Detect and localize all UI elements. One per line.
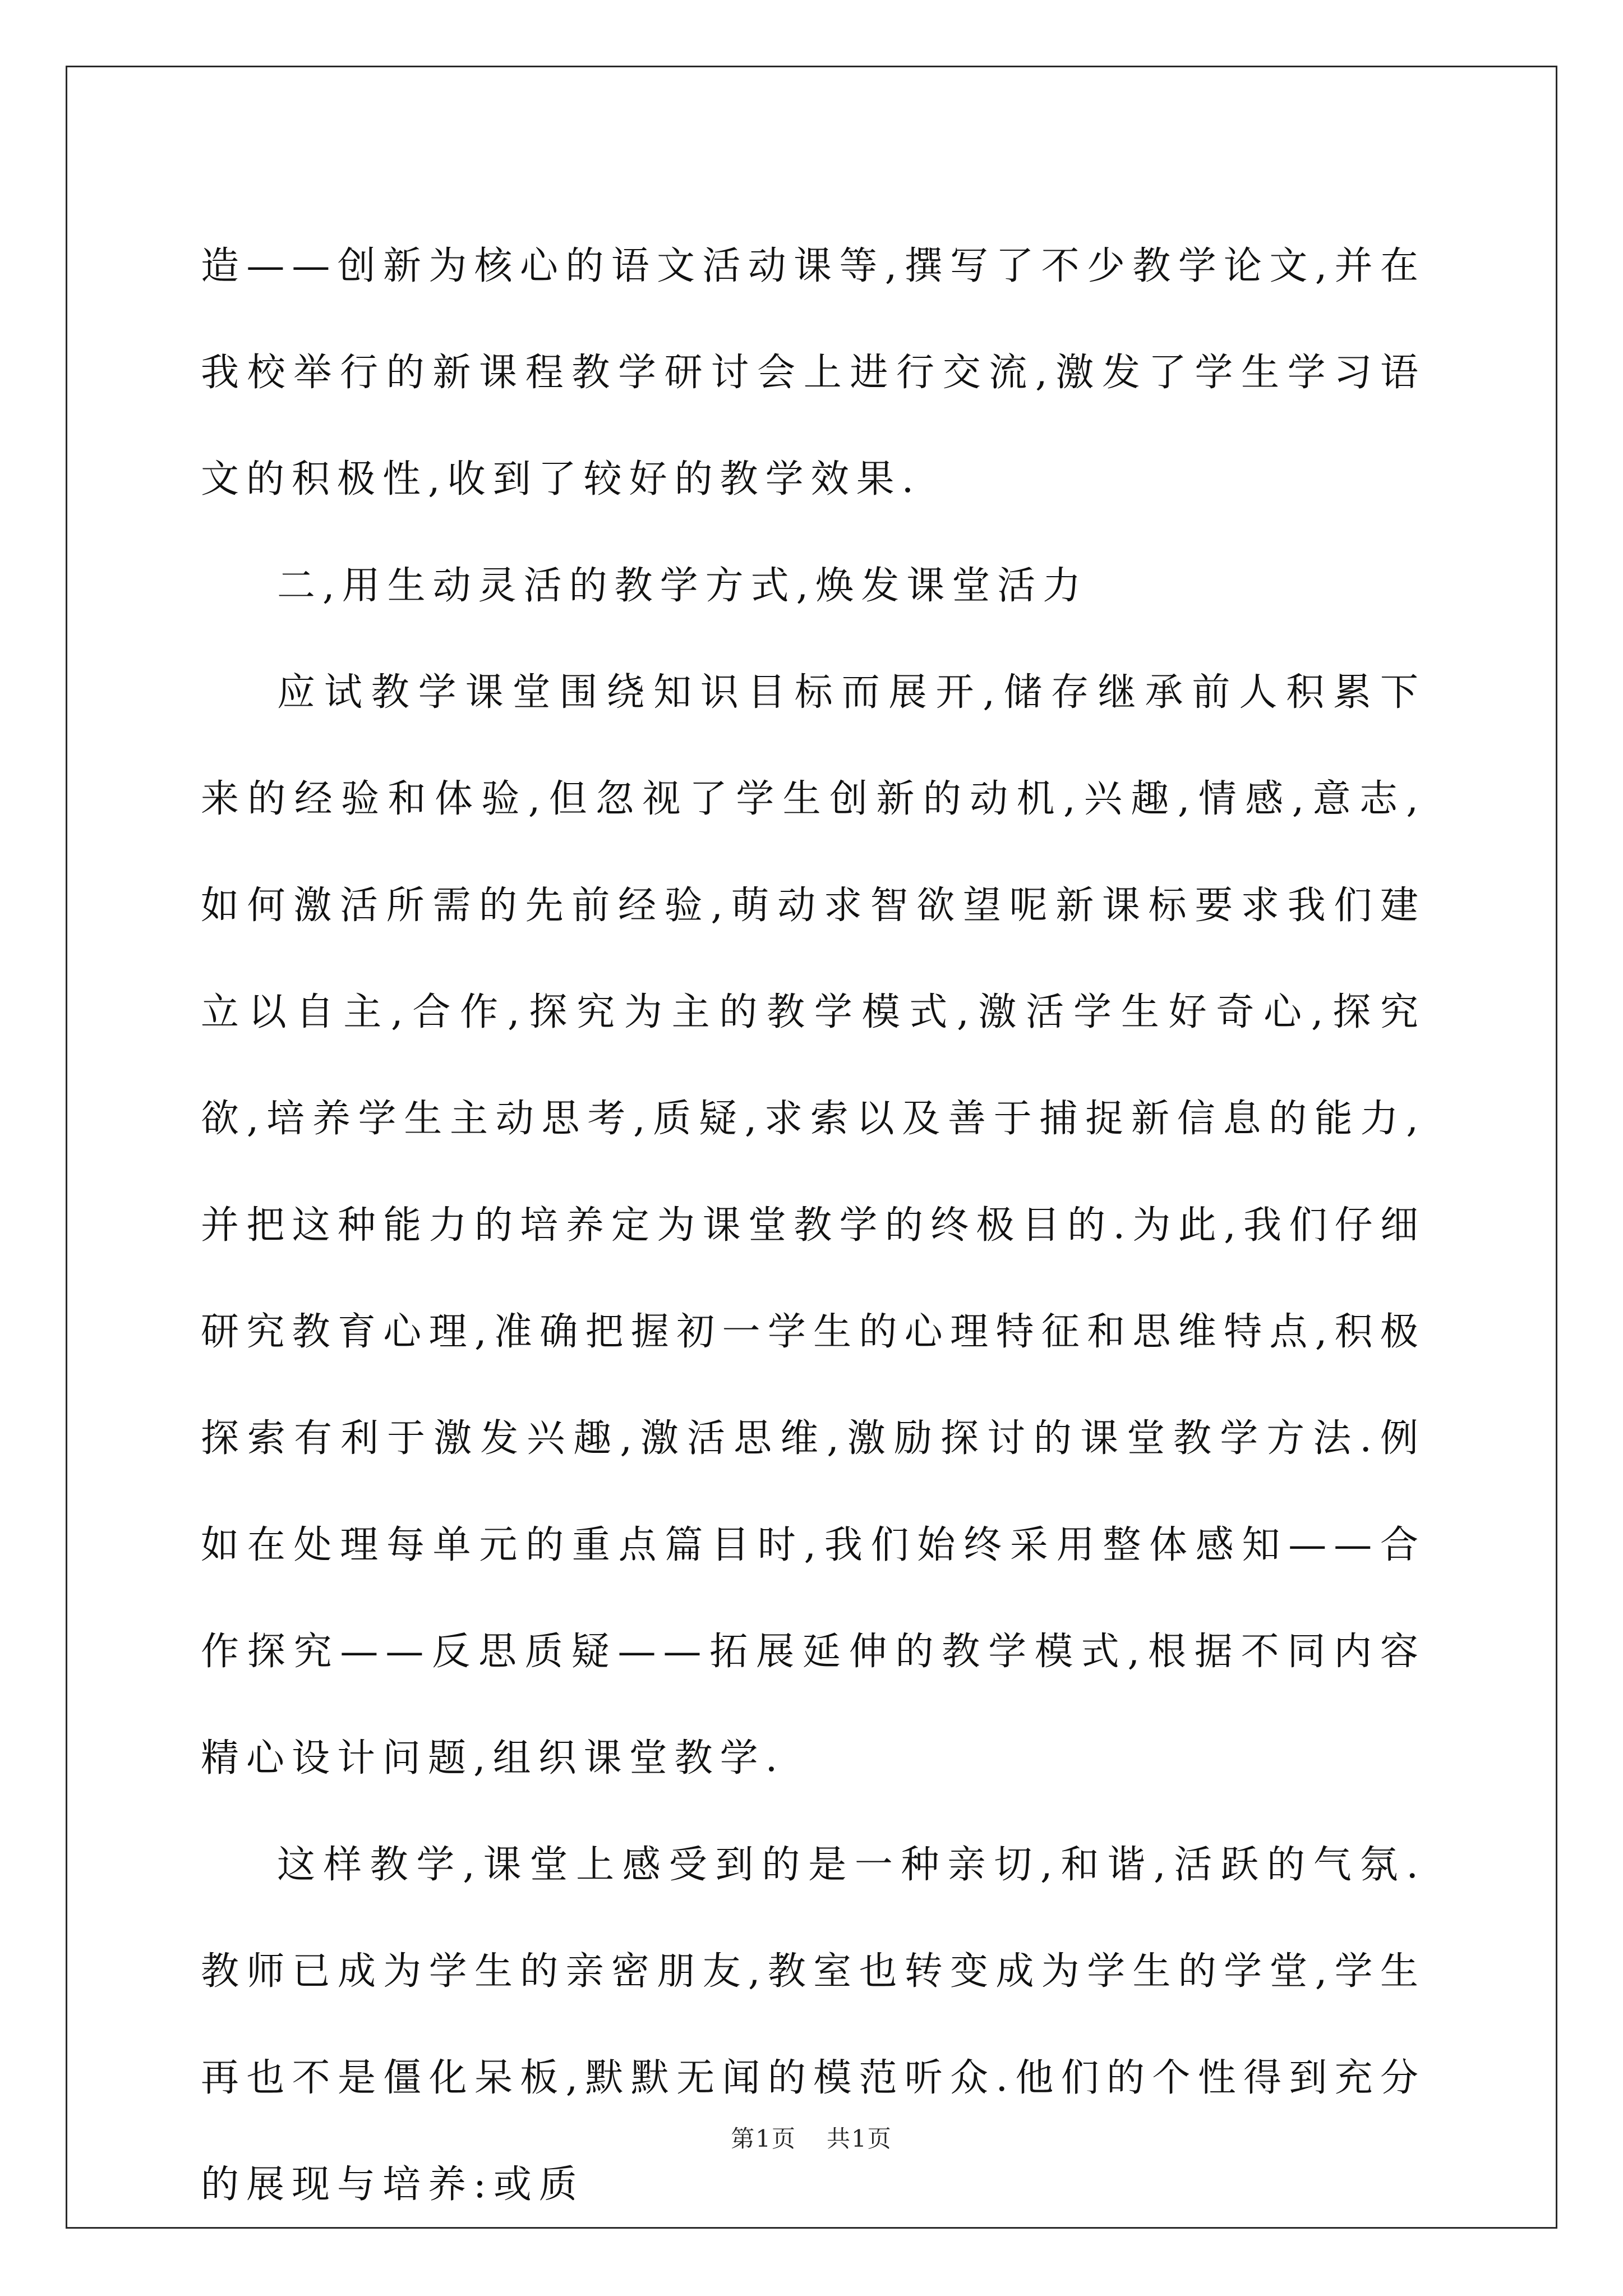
paragraph-1: 造——创新为核心的语文活动课等,撰写了不少教学论文,并在我校举行的新课程教学研讨会上进行交流,激发了学生学习语文的积极性,收到了较好的教学效果. [201,244,1426,501]
paragraph-3: 这样教学,课堂上感受到的是一种亲切,和谐,活跃的气氛.教师已成为学生的亲密朋友,教室也转变成为学生的学堂,学生再也不是僵化呆板,默默无闻的模范听众.他们的个性得到充分的展现与培养:或质 [201,1843,1426,2207]
page-total: 共1页 [827,2125,892,2152]
document-body [201,213,1426,2238]
section-heading: 二,用生动灵活的教学方式,焕发课堂活力 [277,564,1089,608]
page-number: 第1页 [731,2125,796,2152]
page-footer [0,2120,1623,2154]
paragraph-2: 应试教学课堂围绕知识目标而展开,储存继承前人积累下来的经验和体验,但忽视了学生创新的动机,兴趣,情感,意志,如何激活所需的先前经验,萌动求智欲望呢新课标要求我们建立以自主,合作,探究为主的教学模式,激活学生好奇心,探究欲,培养学生主动思考,质疑,求索以及善于捕捉新信息的能力,并把这种能力的培养定为课堂教学的终极目的.为此,我们仔细研究教育心理,准确把握初一学生的心理特征和思维特点,积极探索有利于激发兴趣,激活思维,激励探讨的课堂教学方法.例如在处理每单元的重点篇目时,我们始终采用整体感知——合作探究——反思质疑——拓展延伸的教学模式,根据不同内容精心设计问题,组织课堂教学. [201,670,1426,1780]
